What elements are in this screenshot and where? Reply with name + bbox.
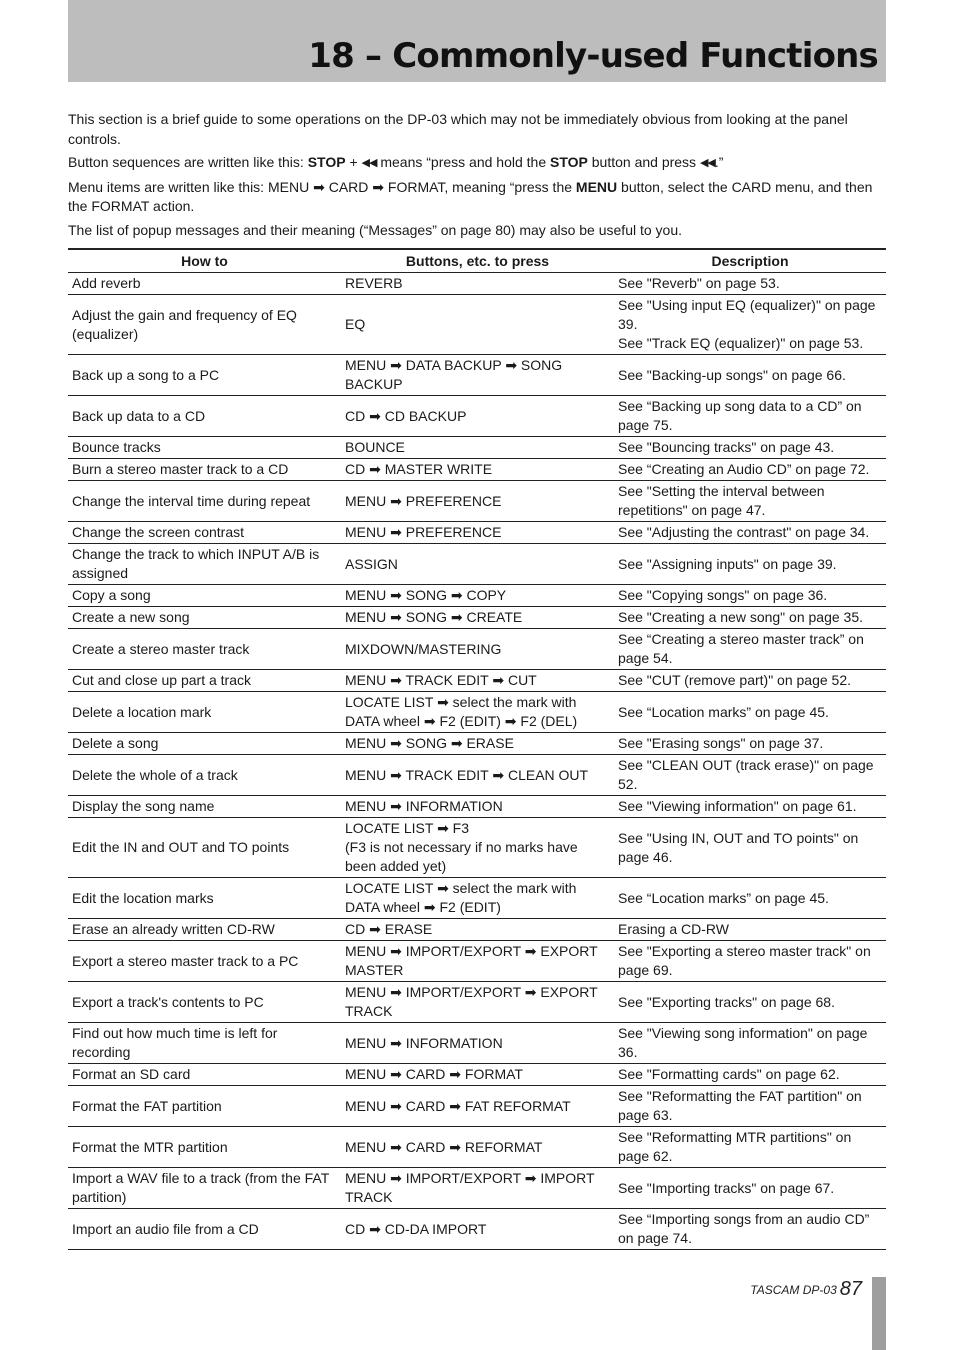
cell-buttons: LOCATE LIST ➡ F3 (F3 is not necessary if no marks have been added yet) (341, 818, 614, 878)
footer-model: TASCAM DP-03 (750, 1283, 837, 1297)
cell-buttons: MENU ➡ SONG ➡ COPY (341, 585, 614, 607)
cell-description: See "CLEAN OUT (track erase)" on page 52. (614, 755, 886, 796)
column-header-description: Description (614, 249, 886, 273)
intro-paragraph-4: The list of popup messages and their meaning (“Messages” on page 80) may also be useful to you. (68, 221, 683, 238)
cell-description: See "Bouncing tracks" on page 43. (614, 437, 886, 459)
table-row (68, 273, 886, 295)
intro-paragraph-1: This section is a brief guide to some operations on the DP-03 which may not be immediately obvious from looking at the panel controls. (68, 111, 848, 147)
cell-description: See "CUT (remove part)" on page 52. (614, 670, 886, 692)
footer-tab-bar (872, 1277, 886, 1350)
cell-description: See "Importing tracks" on page 67. (614, 1168, 886, 1209)
cell-how-to: Edit the IN and OUT and TO points (68, 818, 341, 878)
cell-description: Erasing a CD-RW (614, 919, 886, 941)
table-row (68, 919, 886, 941)
cell-description: See “Creating a stereo master track” on page 54. (614, 629, 886, 670)
cell-how-to: Bounce tracks (68, 437, 341, 459)
cell-buttons: MENU ➡ PREFERENCE (341, 481, 614, 522)
menu-key-label: MENU (575, 178, 618, 195)
stop-key-label: STOP (307, 154, 346, 170)
cell-how-to: Change the interval time during repeat (68, 481, 341, 522)
arrow-right-icon: ➡ (313, 178, 325, 195)
rewind-icon: ◀◀ (361, 157, 377, 169)
table-row (68, 1168, 886, 1209)
table-row (68, 796, 886, 818)
cell-how-to: Delete a song (68, 733, 341, 755)
cell-buttons: BOUNCE (341, 437, 614, 459)
cell-buttons: MENU ➡ CARD ➡ FORMAT (341, 1064, 614, 1086)
cell-how-to: Erase an already written CD-RW (68, 919, 341, 941)
cell-description: See "Adjusting the contrast" on page 34. (614, 522, 886, 544)
functions-table (68, 248, 886, 1250)
cell-how-to: Import a WAV file to a track (from the FAT partition) (68, 1168, 341, 1209)
page-title: 18 – Commonly-used Functions (308, 36, 878, 76)
cell-description: See "Reverb" on page 53. (614, 273, 886, 295)
cell-buttons: MENU ➡ SONG ➡ ERASE (341, 733, 614, 755)
table-row (68, 522, 886, 544)
cell-buttons: MENU ➡ IMPORT/EXPORT ➡ IMPORT TRACK (341, 1168, 614, 1209)
cell-how-to: Format an SD card (68, 1064, 341, 1086)
chapter-header (68, 0, 886, 82)
table-row (68, 692, 886, 733)
cell-description: See "Erasing songs" on page 37. (614, 733, 886, 755)
table-row (68, 1064, 886, 1086)
table-header-row (68, 249, 886, 273)
cell-buttons: LOCATE LIST ➡ select the mark with DATA wheel ➡ F2 (EDIT) (341, 878, 614, 919)
cell-how-to: Cut and close up part a track (68, 670, 341, 692)
cell-buttons: EQ (341, 295, 614, 355)
cell-description: See "Using IN, OUT and TO points" on page 46. (614, 818, 886, 878)
cell-description: See "Reformatting the FAT partition" on page 63. (614, 1086, 886, 1127)
table-row (68, 878, 886, 919)
cell-description: See “Importing songs from an audio CD” on page 74. (614, 1209, 886, 1250)
cell-description: See "Reformatting MTR partitions" on page 62. (614, 1127, 886, 1168)
cell-how-to: Change the track to which INPUT A/B is assigned (68, 544, 341, 585)
cell-buttons: ASSIGN (341, 544, 614, 585)
table-row (68, 437, 886, 459)
cell-buttons: MENU ➡ PREFERENCE (341, 522, 614, 544)
table-row (68, 585, 886, 607)
cell-buttons: MENU ➡ SONG ➡ CREATE (341, 607, 614, 629)
cell-how-to: Format the MTR partition (68, 1127, 341, 1168)
cell-buttons: CD ➡ ERASE (341, 919, 614, 941)
stop-key-label: STOP (550, 154, 588, 170)
intro-paragraph-2: Button sequences are written like this: STOP + ◀◀ means “press and hold the STOP button and press ◀◀.” (68, 154, 724, 170)
cell-description: See "Copying songs" on page 36. (614, 585, 886, 607)
table-row (68, 295, 886, 355)
table-row (68, 396, 886, 437)
table-row (68, 607, 886, 629)
cell-how-to: Copy a song (68, 585, 341, 607)
cell-buttons: MIXDOWN/MASTERING (341, 629, 614, 670)
cell-buttons: CD ➡ MASTER WRITE (341, 459, 614, 481)
cell-description: See "Viewing song information" on page 36. (614, 1023, 886, 1064)
table-row (68, 670, 886, 692)
cell-description: See "Creating a new song" on page 35. (614, 607, 886, 629)
table-row (68, 1127, 886, 1168)
table-row (68, 941, 886, 982)
cell-description: See “Location marks” on page 45. (614, 878, 886, 919)
arrow-right-icon: ➡ (372, 178, 384, 195)
column-header-buttons: Buttons, etc. to press (341, 249, 614, 273)
cell-buttons: MENU ➡ IMPORT/EXPORT ➡ EXPORT MASTER (341, 941, 614, 982)
table-row (68, 629, 886, 670)
cell-how-to: Display the song name (68, 796, 341, 818)
table-row (68, 982, 886, 1023)
rewind-icon: ◀◀ (699, 157, 715, 169)
cell-buttons: MENU ➡ CARD ➡ REFORMAT (341, 1127, 614, 1168)
table-row (68, 1086, 886, 1127)
table-row (68, 355, 886, 396)
table-row (68, 818, 886, 878)
cell-description: See “Creating an Audio CD” on page 72. (614, 459, 886, 481)
cell-how-to: Delete the whole of a track (68, 755, 341, 796)
table-row (68, 1209, 886, 1250)
cell-how-to: Import an audio file from a CD (68, 1209, 341, 1250)
cell-buttons: MENU ➡ INFORMATION (341, 1023, 614, 1064)
table-row (68, 733, 886, 755)
cell-description: See "Backing-up songs" on page 66. (614, 355, 886, 396)
cell-how-to: Burn a stereo master track to a CD (68, 459, 341, 481)
cell-description: See "Using input EQ (equalizer)" on page 39. See "Track EQ (equalizer)" on page 53. (614, 295, 886, 355)
cell-how-to: Format the FAT partition (68, 1086, 341, 1127)
cell-buttons: CD ➡ CD BACKUP (341, 396, 614, 437)
cell-buttons: CD ➡ CD-DA IMPORT (341, 1209, 614, 1250)
cell-how-to: Export a stereo master track to a PC (68, 941, 341, 982)
cell-how-to: Back up data to a CD (68, 396, 341, 437)
page-number: 87 (839, 1278, 862, 1300)
cell-how-to: Change the screen contrast (68, 522, 341, 544)
cell-buttons: REVERB (341, 273, 614, 295)
cell-description: See "Exporting tracks" on page 68. (614, 982, 886, 1023)
cell-how-to: Export a track's contents to PC (68, 982, 341, 1023)
cell-how-to: Find out how much time is left for recording (68, 1023, 341, 1064)
cell-description: See "Exporting a stereo master track" on page 69. (614, 941, 886, 982)
cell-how-to: Add reverb (68, 273, 341, 295)
table-row (68, 1023, 886, 1064)
footer-brand (730, 1278, 862, 1301)
cell-buttons: MENU ➡ INFORMATION (341, 796, 614, 818)
cell-description: See “Location marks” on page 45. (614, 692, 886, 733)
cell-how-to: Back up a song to a PC (68, 355, 341, 396)
cell-how-to: Create a new song (68, 607, 341, 629)
cell-description: See “Backing up song data to a CD” on page 75. (614, 396, 886, 437)
cell-description: See "Assigning inputs" on page 39. (614, 544, 886, 585)
table-row (68, 459, 886, 481)
cell-description: See "Viewing information" on page 61. (614, 796, 886, 818)
column-header-how-to: How to (68, 249, 341, 273)
cell-buttons: LOCATE LIST ➡ select the mark with DATA wheel ➡ F2 (EDIT) ➡ F2 (DEL) (341, 692, 614, 733)
cell-buttons: MENU ➡ IMPORT/EXPORT ➡ EXPORT TRACK (341, 982, 614, 1023)
cell-how-to: Create a stereo master track (68, 629, 341, 670)
intro-paragraph-3: Menu items are written like this: MENU ➡ CARD ➡ FORMAT, meaning “press the MENU button, select the CARD menu, and then the FORMAT action. (68, 178, 873, 214)
table-row (68, 755, 886, 796)
table-row (68, 544, 886, 585)
cell-how-to: Edit the location marks (68, 878, 341, 919)
cell-buttons: MENU ➡ TRACK EDIT ➡ CUT (341, 670, 614, 692)
cell-description: See "Setting the interval between repetitions" on page 47. (614, 481, 886, 522)
cell-buttons: MENU ➡ DATA BACKUP ➡ SONG BACKUP (341, 355, 614, 396)
table-row (68, 481, 886, 522)
cell-how-to: Delete a location mark (68, 692, 341, 733)
cell-how-to: Adjust the gain and frequency of EQ (equalizer) (68, 295, 341, 355)
cell-buttons: MENU ➡ TRACK EDIT ➡ CLEAN OUT (341, 755, 614, 796)
cell-description: See "Formatting cards" on page 62. (614, 1064, 886, 1086)
intro-section (68, 110, 886, 244)
cell-buttons: MENU ➡ CARD ➡ FAT REFORMAT (341, 1086, 614, 1127)
